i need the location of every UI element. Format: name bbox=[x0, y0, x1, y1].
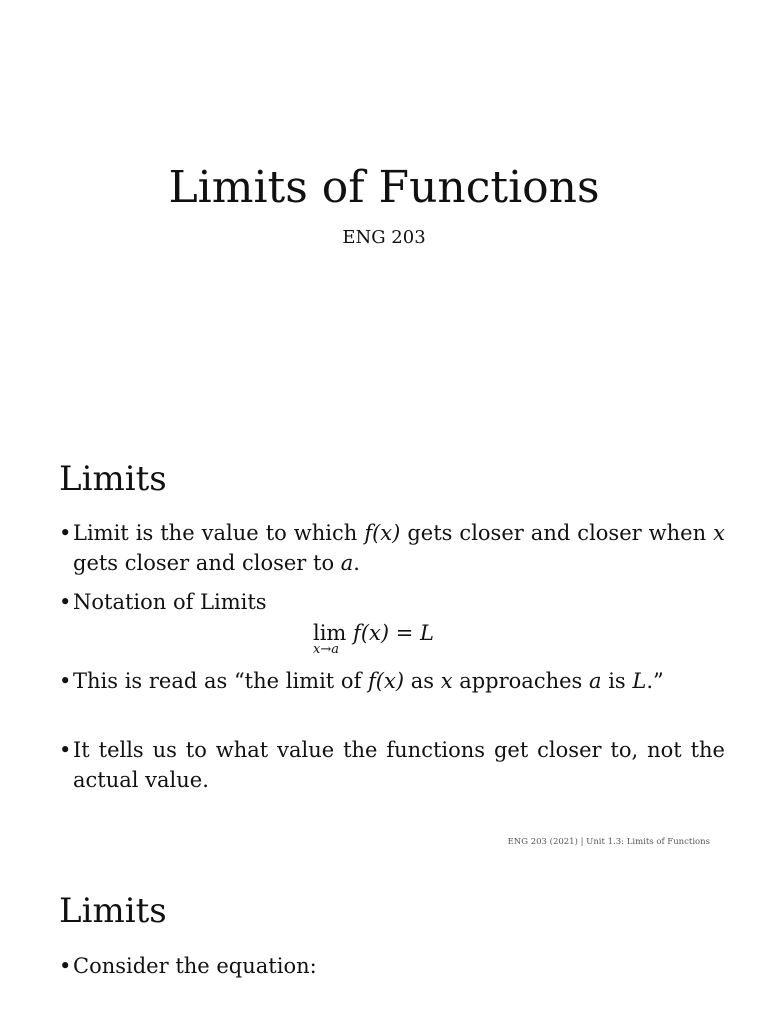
bullet-consider: • Consider the equation: bbox=[59, 951, 725, 981]
math-L: L bbox=[632, 669, 647, 693]
math-fx: f(x) bbox=[368, 669, 405, 693]
text-run: Limit is the value to which bbox=[73, 521, 365, 545]
text-run: This is read as “the limit of bbox=[73, 669, 369, 693]
bullet-explanation: • It tells us to what value the functions get closer to, not the actual value. bbox=[59, 735, 725, 795]
lim-operator: lim bbox=[313, 621, 347, 645]
bullet-reading bbox=[59, 666, 725, 696]
text-run: . bbox=[353, 551, 360, 575]
slide-subtitle: ENG 203 bbox=[342, 227, 426, 248]
math-x: x bbox=[713, 521, 725, 545]
text-run: approaches bbox=[452, 669, 589, 693]
text-run: is bbox=[601, 669, 633, 693]
math-a: a bbox=[340, 551, 354, 575]
section-heading: Limits bbox=[59, 459, 167, 499]
formula-expression: f(x) = L bbox=[353, 621, 434, 645]
slide-title: Limits of Functions bbox=[168, 162, 600, 213]
slide-footer: ENG 203 (2021) | Unit 1.3: Limits of Functions bbox=[507, 837, 710, 847]
bullet-notation: • Notation of Limits bbox=[59, 587, 725, 617]
math-fx: f(x) bbox=[364, 521, 401, 545]
limit-formula bbox=[313, 618, 473, 657]
text-run: gets closer and closer when bbox=[400, 521, 714, 545]
bullet-limit-definition bbox=[59, 518, 725, 578]
math-x: x bbox=[440, 669, 453, 693]
math-a: a bbox=[588, 669, 602, 693]
lim-subscript: x→a bbox=[313, 642, 339, 657]
section-heading: Limits bbox=[59, 891, 167, 931]
text-run: gets closer and closer to bbox=[73, 551, 341, 575]
text-run: as bbox=[404, 669, 441, 693]
text-run: .” bbox=[646, 669, 664, 693]
